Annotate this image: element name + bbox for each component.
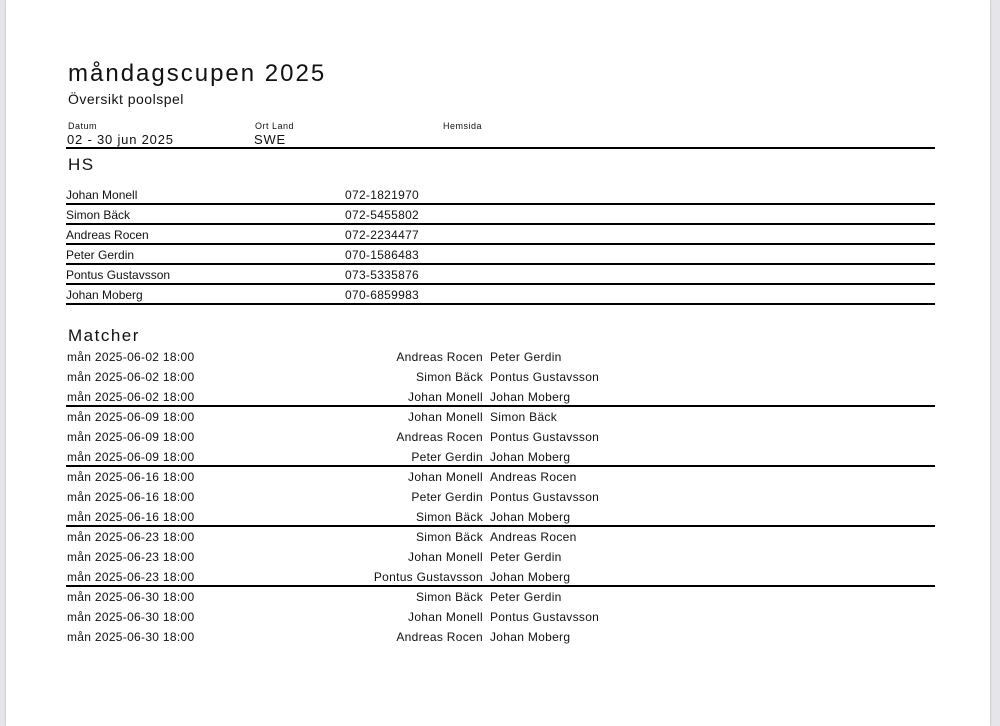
match-date: mån 2025-06-09 18:00 bbox=[67, 450, 195, 464]
match-away-player: Simon Bäck bbox=[490, 410, 558, 424]
player-name: Johan Moberg bbox=[66, 288, 143, 302]
match-row bbox=[66, 567, 935, 587]
match-away-player: Peter Gerdin bbox=[490, 590, 562, 604]
match-home-player: Johan Monell bbox=[408, 470, 483, 484]
match-date: mån 2025-06-30 18:00 bbox=[67, 590, 195, 604]
player-row bbox=[66, 245, 935, 265]
match-home-player: Simon Bäck bbox=[415, 510, 483, 524]
match-date: mån 2025-06-23 18:00 bbox=[67, 550, 195, 564]
match-away-player: Pontus Gustavsson bbox=[490, 490, 600, 504]
match-row bbox=[66, 467, 935, 487]
group-heading: HS bbox=[68, 155, 95, 174]
match-away-player: Johan Moberg bbox=[490, 570, 571, 584]
player-row bbox=[66, 205, 935, 225]
player-row bbox=[66, 265, 935, 285]
date-label: Datum bbox=[68, 121, 98, 131]
player-row bbox=[66, 285, 935, 305]
match-date: mån 2025-06-09 18:00 bbox=[67, 430, 195, 444]
match-row bbox=[66, 527, 935, 547]
player-phone: 072-5455802 bbox=[345, 208, 420, 222]
match-away-player: Andreas Rocen bbox=[490, 470, 577, 484]
match-home-player: Andreas Rocen bbox=[396, 630, 483, 644]
match-away-player: Pontus Gustavsson bbox=[490, 610, 600, 624]
player-name: Peter Gerdin bbox=[66, 248, 135, 262]
page-title: måndagscupen 2025 bbox=[68, 60, 327, 87]
match-date: mån 2025-06-02 18:00 bbox=[67, 370, 195, 384]
match-row bbox=[66, 347, 935, 367]
homepage-label: Hemsida bbox=[443, 121, 483, 131]
match-home-player: Johan Monell bbox=[408, 550, 483, 564]
place-value: SWE bbox=[254, 132, 287, 147]
player-row bbox=[66, 185, 935, 205]
page-subtitle: Översikt poolspel bbox=[68, 91, 184, 107]
match-row bbox=[66, 447, 935, 467]
match-home-player: Pontus Gustavsson bbox=[373, 570, 483, 584]
date-value: 02 - 30 jun 2025 bbox=[67, 132, 174, 147]
match-away-player: Johan Moberg bbox=[490, 450, 571, 464]
match-row bbox=[66, 387, 935, 407]
match-row bbox=[66, 627, 935, 647]
match-row bbox=[66, 367, 935, 387]
match-home-player: Simon Bäck bbox=[415, 590, 483, 604]
player-name: Andreas Rocen bbox=[66, 228, 149, 242]
player-name: Pontus Gustavsson bbox=[66, 268, 171, 282]
match-away-player: Pontus Gustavsson bbox=[490, 370, 600, 384]
match-away-player: Pontus Gustavsson bbox=[490, 430, 600, 444]
match-away-player: Johan Moberg bbox=[490, 510, 571, 524]
match-home-player: Peter Gerdin bbox=[411, 450, 483, 464]
match-away-player: Peter Gerdin bbox=[490, 350, 562, 364]
match-date: mån 2025-06-16 18:00 bbox=[67, 470, 195, 484]
player-phone: 070-1586483 bbox=[345, 248, 420, 262]
match-row bbox=[66, 407, 935, 427]
match-home-player: Andreas Rocen bbox=[396, 430, 483, 444]
match-row bbox=[66, 587, 935, 607]
match-date: mån 2025-06-02 18:00 bbox=[67, 390, 195, 404]
match-date: mån 2025-06-16 18:00 bbox=[67, 490, 195, 504]
header-divider bbox=[66, 147, 935, 149]
match-date: mån 2025-06-30 18:00 bbox=[67, 630, 195, 644]
player-phone: 070-6859983 bbox=[345, 288, 420, 302]
match-away-player: Peter Gerdin bbox=[490, 550, 562, 564]
match-row bbox=[66, 507, 935, 527]
match-row bbox=[66, 427, 935, 447]
match-date: mån 2025-06-09 18:00 bbox=[67, 410, 195, 424]
player-name: Simon Bäck bbox=[66, 208, 131, 222]
player-phone: 073-5335876 bbox=[345, 268, 420, 282]
match-row bbox=[66, 547, 935, 567]
match-home-player: Johan Monell bbox=[408, 410, 483, 424]
match-away-player: Andreas Rocen bbox=[490, 530, 577, 544]
match-home-player: Johan Monell bbox=[408, 390, 483, 404]
match-away-player: Johan Moberg bbox=[490, 630, 571, 644]
match-home-player: Simon Bäck bbox=[415, 370, 483, 384]
match-date: mån 2025-06-23 18:00 bbox=[67, 530, 195, 544]
place-label: Ort Land bbox=[255, 121, 295, 131]
match-away-player: Johan Moberg bbox=[490, 390, 571, 404]
match-row bbox=[66, 487, 935, 507]
match-home-player: Andreas Rocen bbox=[396, 350, 483, 364]
document-page bbox=[6, 0, 990, 726]
player-row bbox=[66, 225, 935, 245]
match-row bbox=[66, 607, 935, 627]
match-list bbox=[66, 347, 935, 647]
player-name: Johan Monell bbox=[66, 188, 138, 202]
player-list bbox=[66, 185, 935, 305]
match-date: mån 2025-06-02 18:00 bbox=[67, 350, 195, 364]
match-home-player: Simon Bäck bbox=[415, 530, 483, 544]
match-date: mån 2025-06-16 18:00 bbox=[67, 510, 195, 524]
match-date: mån 2025-06-23 18:00 bbox=[67, 570, 195, 584]
player-phone: 072-1821970 bbox=[345, 188, 420, 202]
match-date: mån 2025-06-30 18:00 bbox=[67, 610, 195, 624]
player-phone: 072-2234477 bbox=[345, 228, 420, 242]
matches-heading: Matcher bbox=[68, 326, 140, 345]
match-home-player: Johan Monell bbox=[408, 610, 483, 624]
match-home-player: Peter Gerdin bbox=[411, 490, 483, 504]
